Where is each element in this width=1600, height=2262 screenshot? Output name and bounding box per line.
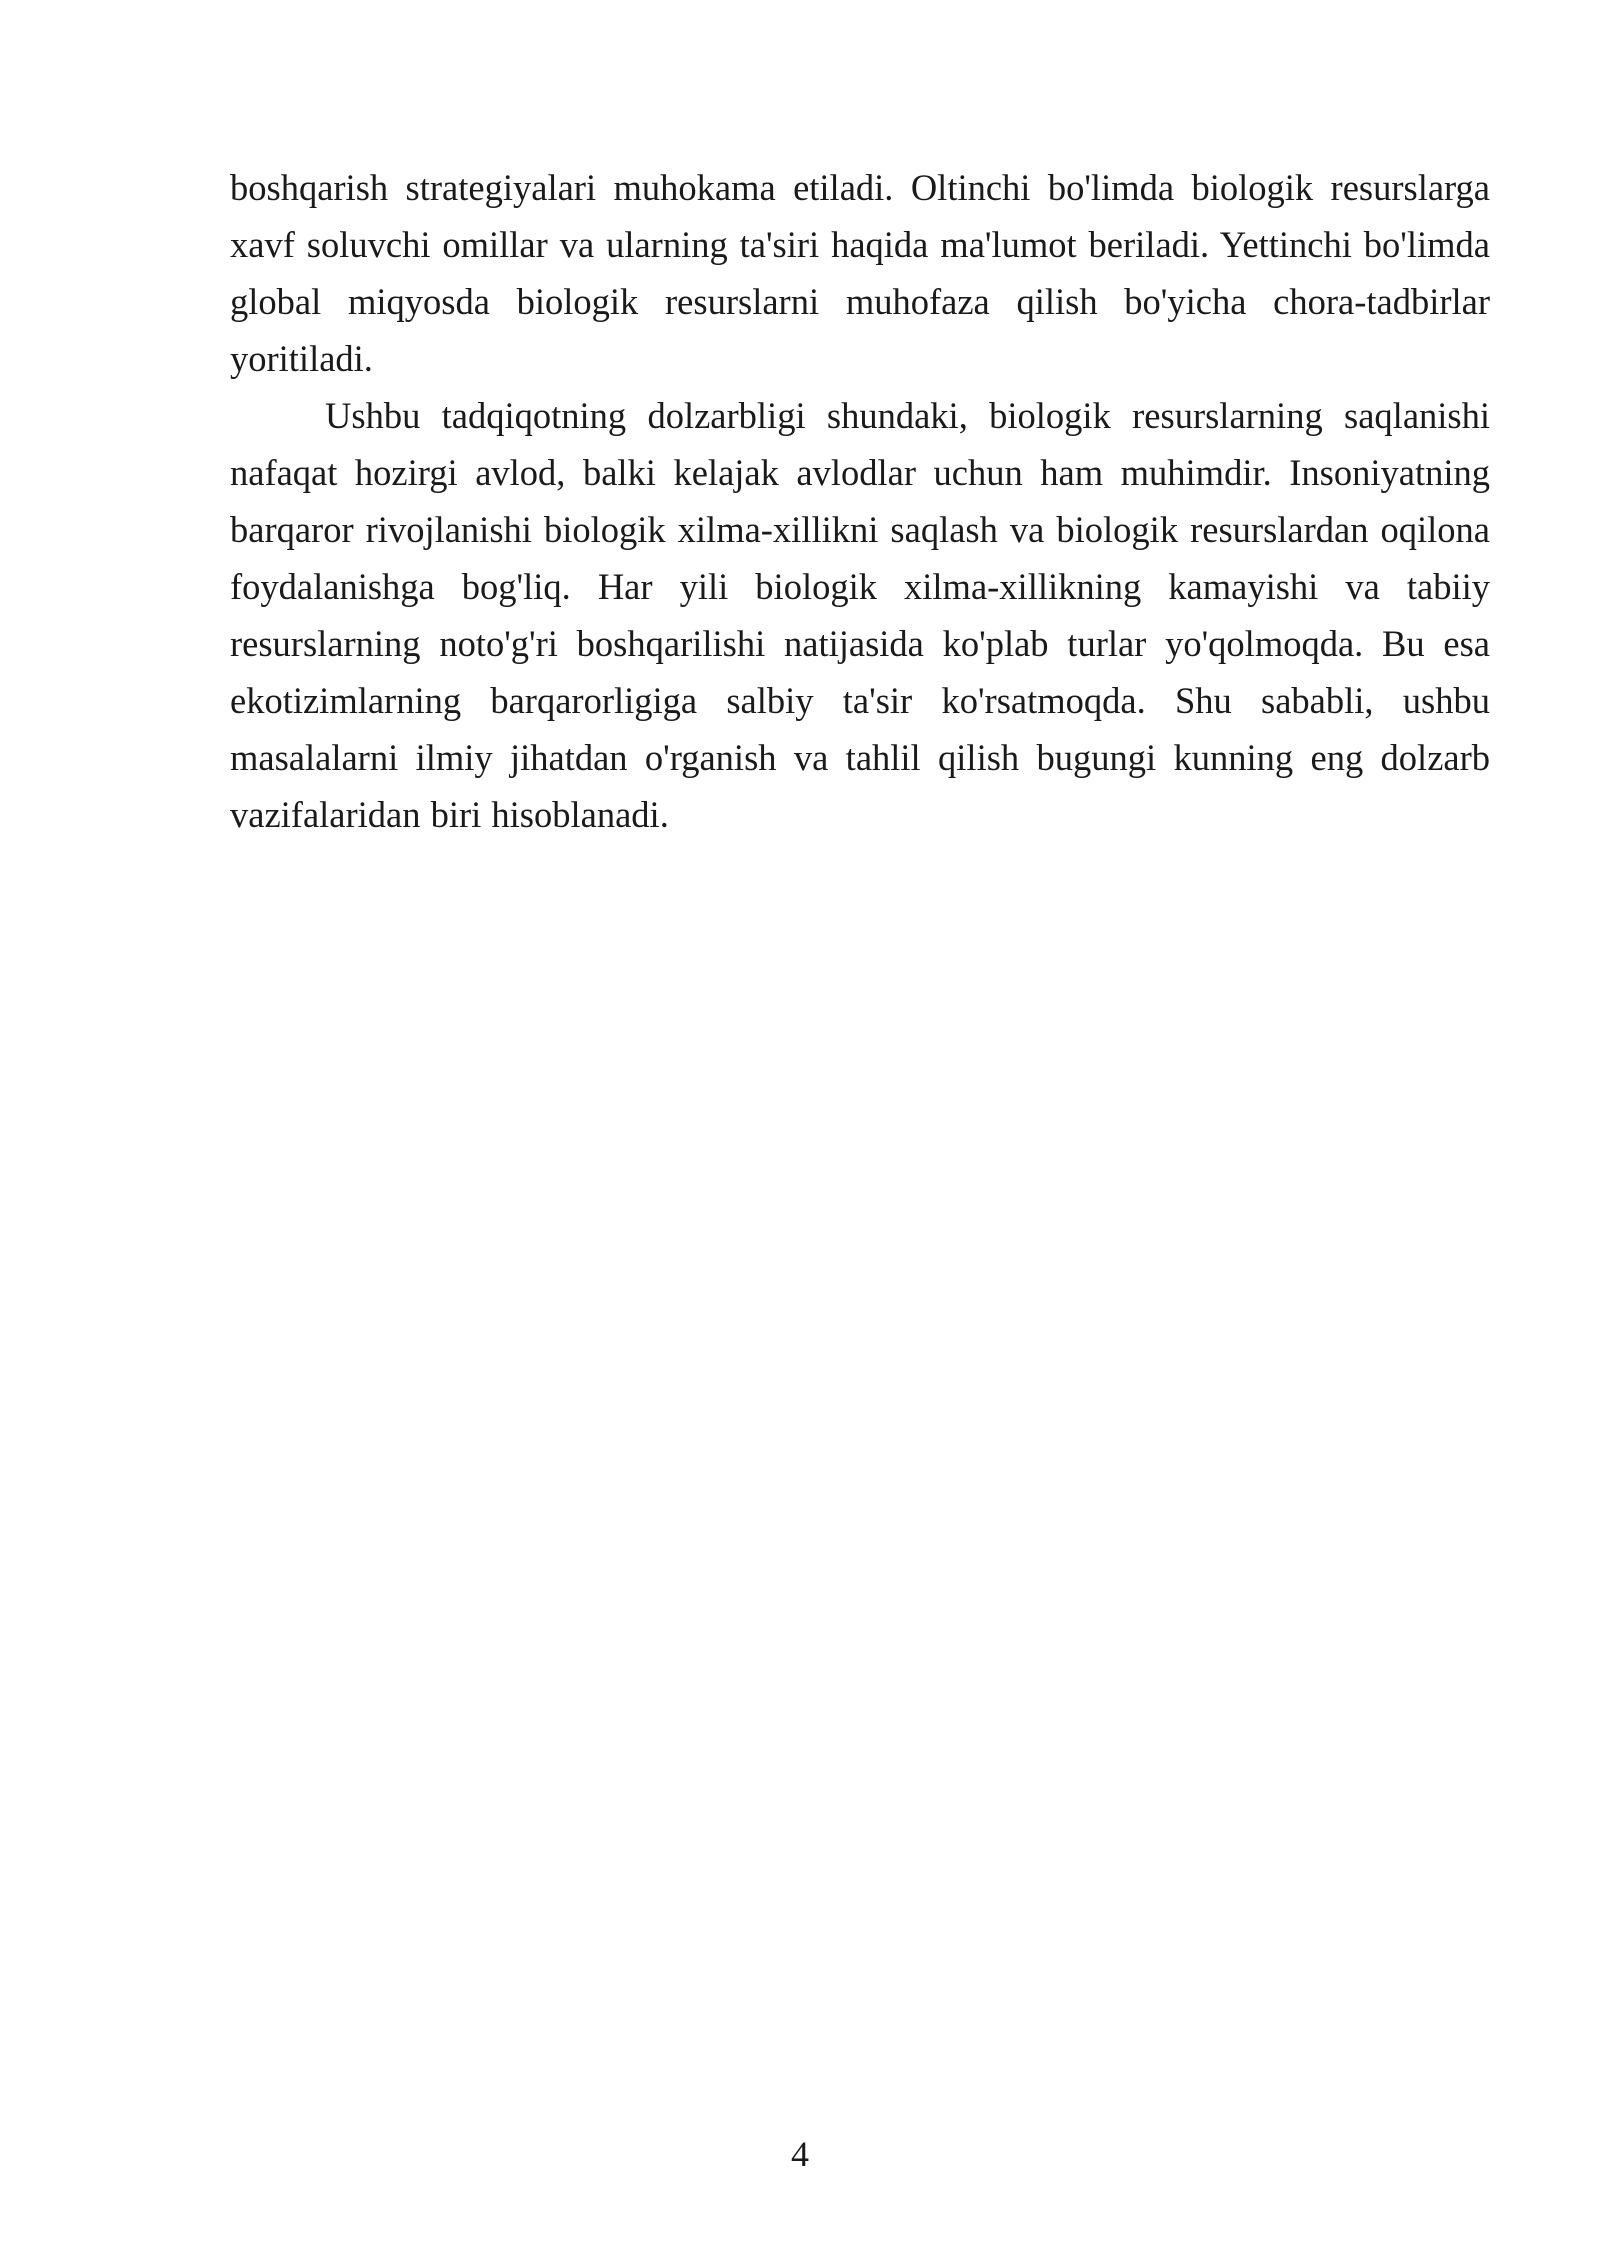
paragraph-relevance: Ushbu tadqiqotning dolzarbligi shundaki, biologik resurslarning saqlanishi nafaqat hozirgi avlod, balki kelajak avlodlar uchun ham muhimdir. Insoniyatning barqaror rivojlanishi biologik xilma-xillikni saqlash va biologik resurslardan oqilona foydalanishga bog'liq. Har yili biologik xilma-xillikning kamayishi va tabiiy resurslarning noto'g'ri boshqarilishi natijasida ko'plab turlar yo'qolmoqda. Bu esa ekotizimlarning barqarorligiga salbiy ta'sir ko'rsatmoqda. Shu sababli, ushbu masalalarni ilmiy jihatdan o'rganish va tahlil qilish bugungi kunning eng dolzarb vazifalaridan biri hisoblanadi.: [230, 395, 1490, 835]
page-number: 4: [791, 2134, 809, 2174]
document-body: [230, 159, 1490, 843]
paragraph-sections-overview: boshqarish strategiyalari muhokama etiladi. Oltinchi bo'limda biologik resurslarga xavf soluvchi omillar va ularning ta'siri haqida ma'lumot beriladi. Yettinchi bo'limda global miqyosda biologik resurslarni muhofaza qilish bo'yicha chora-tadbirlar yoritiladi.: [230, 167, 1490, 379]
